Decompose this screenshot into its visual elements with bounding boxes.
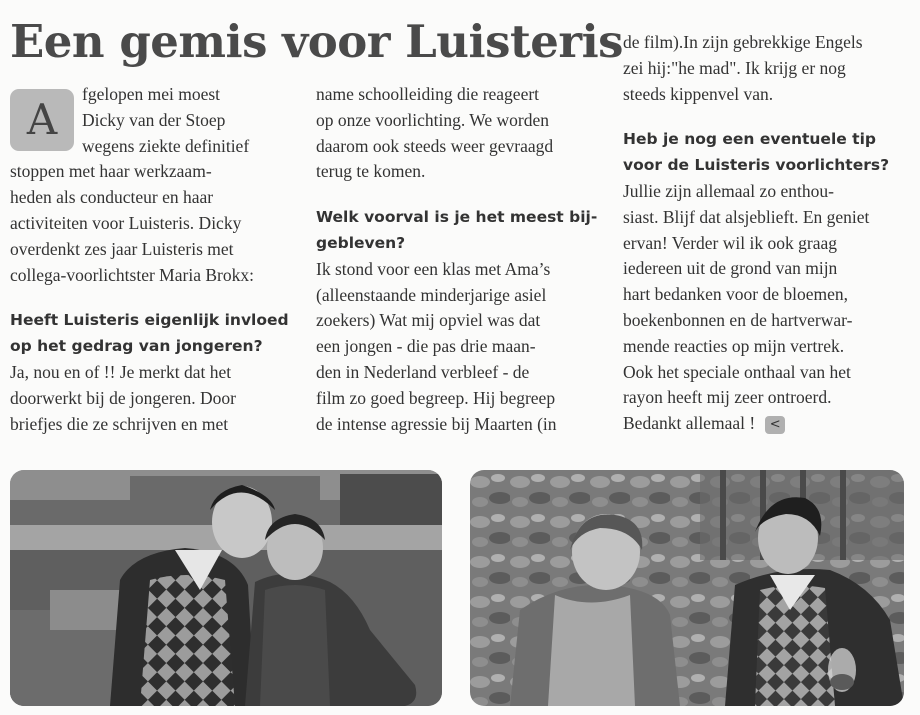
interview-question: Welk voorval is je het meest bij- [316,208,598,227]
column-3 [623,30,913,437]
text-line: Ja, nou en of !! Je merkt dat het [10,361,232,382]
text-line: mende reacties op mijn vertrek. [623,335,845,356]
interview-question: op het gedrag van jongeren? [10,337,263,356]
text-line: Ook het speciale onthaal van het [623,361,851,382]
text-line: op onze voorlichting. We worden [316,109,550,130]
interview-question: gebleven? [316,233,406,252]
column-2 [316,82,606,437]
text-line: briefjes die ze schrijven en met [10,413,229,434]
closing-text: Bedankt allemaal ! [623,413,756,434]
text-line: overdenkt zes jaar Luisteris met [10,238,234,259]
text-line: den in Nederland verbleef - de [316,361,530,382]
column-1 [10,82,300,437]
text-line: name schoolleiding die reageert [316,84,540,104]
text-line: (alleenstaande minderjarige asiel [316,284,547,305]
drop-cap: A [10,89,74,151]
end-of-article-icon: < [765,416,785,434]
text-line: de intense agressie bij Maarten (in [316,413,557,434]
text-line: iedereen uit de grond van mijn [623,258,838,279]
text-line: ervan! Verder wil ik ook graag [623,232,837,253]
photo-two-women-garden [470,470,904,706]
text-line: daarom ook steeds weer gevraagd [316,135,554,156]
text-line: siast. Blijf dat alsjeblieft. En geniet [623,206,870,227]
text-line: hart bedanken voor de bloemen, [623,284,848,305]
text-line: Ik stond voor een klas met Ama’s [316,258,551,279]
text-line: activiteiten voor Luisteris. Dicky [10,212,242,233]
text-line: de film).In zijn gebrekkige Engels [623,32,863,52]
text-line: rayon heeft mij zeer ontroerd. [623,387,832,408]
text-line: wegens ziekte definitief [82,135,250,156]
text-line: collega-voorlichtster Maria Brokx: [10,264,254,285]
text-line: doorwerkt bij de jongeren. Door [10,387,236,408]
text-line: zei hij:"he mad". Ik krijg er nog [623,57,846,78]
text-line: Dicky van der Stoep [82,109,226,130]
text-line: steeds kippenvel van. [623,83,774,104]
article-title: Een gemis voor Luisteris [10,15,624,68]
interview-question: Heb je nog een eventuele tip [623,130,876,149]
text-line: zoekers) Wat mij opviel was dat [316,310,541,331]
text-line: boekenbonnen en de hartverwar- [623,309,853,330]
photo-two-women-street [10,470,442,706]
interview-question: voor de Luisteris voorlichters? [623,156,890,175]
text-line: heden als conducteur en haar [10,187,214,208]
text-line: fgelopen mei moest [82,84,221,104]
closing-line [623,411,913,437]
text-line: een jongen - die pas drie maan- [316,336,536,357]
text-line: film zo goed begreep. Hij begreep [316,387,556,408]
text-line: Jullie zijn allemaal zo enthou- [623,180,834,201]
interview-question: Heeft Luisteris eigenlijk invloed [10,311,289,330]
text-line: stoppen met haar werkzaam- [10,161,212,182]
text-line: terug te komen. [316,161,426,182]
